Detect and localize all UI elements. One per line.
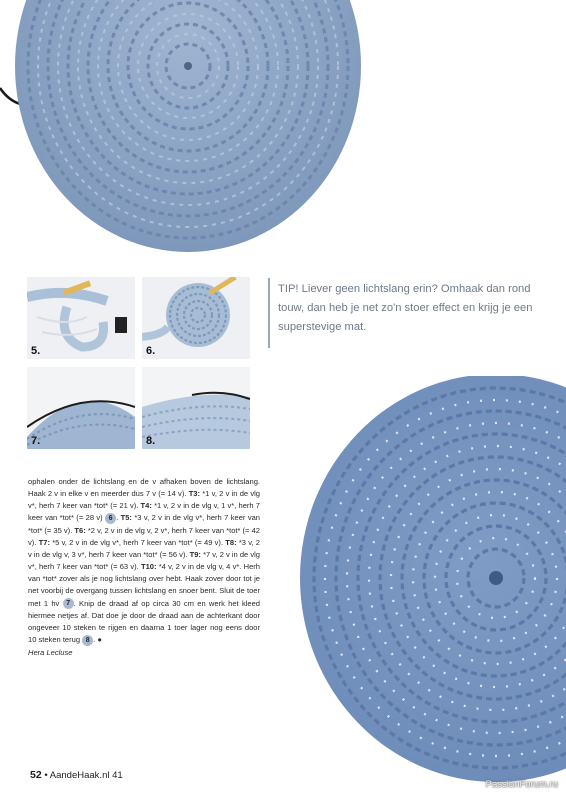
step-badge-8: 8 bbox=[82, 635, 93, 646]
text-p8: *7 v, 2 v in de vlg v*, herh 7 keer van *tot* (= 63 v). bbox=[28, 549, 260, 572]
text-p7: *3 v, 2 v in de vlg v, 3 v*, herh 7 keer van *tot* (= 56 v). bbox=[28, 537, 260, 559]
step-photo-7 bbox=[27, 367, 135, 449]
row-label-t7: T7: bbox=[38, 537, 50, 547]
text-p3: *1 v, 2 v in de vlg v, 1 v*, herh 7 keer van *tot* (= 28 v) bbox=[28, 501, 260, 523]
step-number-5: 5. bbox=[31, 345, 41, 357]
end-bullet: ● bbox=[97, 635, 102, 645]
row-label-t5: T5: bbox=[120, 513, 132, 523]
text-p2: *1 v, 2 v in de vlg v*, herh 7 keer van *tot* (= 21 v). bbox=[28, 489, 260, 511]
step-photo-5 bbox=[27, 277, 135, 359]
row-label-t8: T8: bbox=[225, 537, 237, 547]
step-photo-8 bbox=[142, 367, 250, 449]
text-p9: *4 v, 2 v in de vlg v, 4 v*. Herh van *tot* zover als je nog lichtslang over hebt. Haak zover door tot je net voorbij de overgang tussen lichtslang en snoer bent. Sluit de toer met 1 hv bbox=[28, 562, 260, 608]
magazine-name: AandeHaak.nl 41 bbox=[49, 770, 123, 781]
step-badge-7: 7 bbox=[63, 598, 74, 609]
row-label-t3: T3: bbox=[188, 489, 201, 499]
step-6-image bbox=[142, 277, 250, 359]
step-8-image bbox=[142, 367, 250, 449]
text-p5: *2 v, 2 v in de vlg v, 2 v*, herh 7 keer van *tot* (= 42 v). bbox=[28, 525, 260, 547]
instructions-text: ophalen onder de lichtslang en de v afhaken boven de lichtslang. Haak 2 v in elke v en meerder dus 7 v (= 14 v). T3: *1 v, 2 v in de vlg v*, herh 7 keer van *tot* (= 21 v). T4: *1 v, 2 v in de vlg v, 1 v*, herh 7 keer van *tot* (= 28 v) 6 . T5: *3 v, 2 v in de vlg v*, herh 7 keer van *tot* (= 35 v). T6: *2 v, 2 v in de vlg v, 2 v*, herh 7 keer van *tot* (= 42 v). T7: *5 v, 2 v in de vlg v*, herh 7 keer van *tot* (= 49 v). T8: *3 v, 2 v in de vlg v, 3 v*, herh 7 keer van *tot* (= 56 v). T9: *7 v, 2 v in de vlg v*, herh 7 keer van *tot* (= 63 v). T10: *4 v, 2 v in de vlg v, 4 v*. Herh van *tot* zover als je nog lichtslang over hebt. Haak zover door tot je net voorbij de overgang tussen lichtslang en snoer bent. Sluit de toer met 1 hv 7 . Knip de draad af op circa 30 cm en werk het kleed hiermee netjes af. Dat doe je door de draad aan de achterkant door ongeveer 10 steken te rijgen en daarna 1 toer lager nog eens door 10 steken terug 8 . ● Hera Lecluse bbox=[28, 476, 260, 659]
author-name: Hera Lecluse bbox=[28, 648, 73, 658]
text-p4: *3 v, 2 v in de vlg v*, herh 7 keer van *tot* (= 35 v). bbox=[28, 513, 260, 535]
row-label-t6: T6: bbox=[74, 525, 86, 535]
step-5-image bbox=[27, 277, 135, 359]
tip-divider bbox=[268, 278, 270, 348]
step-7-image bbox=[27, 367, 135, 449]
text-p6: *5 v, 2 v in de vlg v*, herh 7 keer van *tot* (= 49 v). bbox=[52, 537, 224, 547]
crochet-mat-photo-right bbox=[300, 376, 566, 800]
watermark-text: PassionForum.ru bbox=[485, 779, 558, 790]
crochet-mat-photo-top bbox=[0, 0, 380, 262]
step-number-7: 7. bbox=[31, 435, 41, 447]
tip-text: TIP! Liever geen lichtslang erin? Omhaak dan rond touw, dan heb je net zo'n stoer effect en krijg je een superstevige mat. bbox=[278, 283, 533, 333]
row-label-t10: T10: bbox=[140, 562, 157, 572]
row-label-t4: T4: bbox=[140, 501, 152, 511]
step-number-6: 6. bbox=[146, 345, 156, 357]
page-number: 52 bbox=[30, 769, 42, 781]
footer-bullet: • bbox=[44, 770, 48, 781]
text-p10: . Knip de draad af op circa 30 cm en werk het kleed hiermee netjes af. Dat doe je door de draad aan de achterkant door ongeveer 10 steken te rijgen en daarna 1 toer lager nog eens door 10 steken terug bbox=[28, 598, 260, 645]
text-p1: ophalen onder de lichtslang en de v afhaken boven de lichtslang. Haak 2 v in elke v en meerder dus 7 v (= 14 v). bbox=[28, 477, 260, 499]
step-number-8: 8. bbox=[146, 435, 156, 447]
step-badge-6: 6 bbox=[105, 513, 116, 524]
page-footer bbox=[30, 769, 123, 781]
row-label-t9: T9: bbox=[189, 549, 201, 559]
step-photo-6 bbox=[142, 277, 250, 359]
